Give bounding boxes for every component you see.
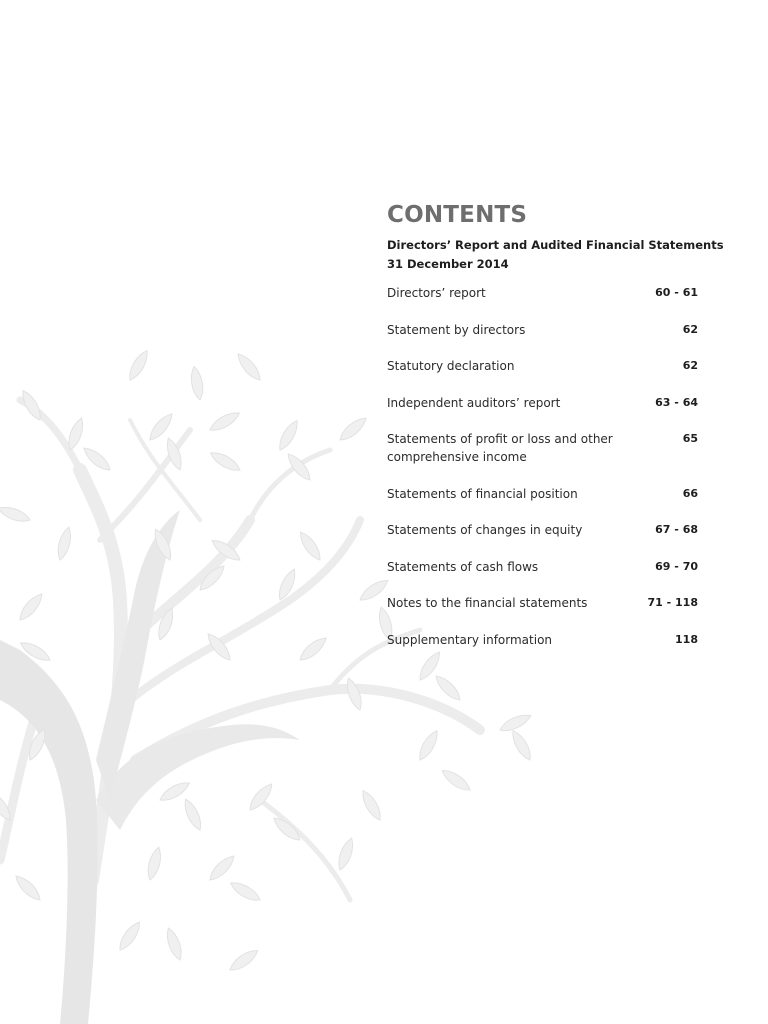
toc-entry[interactable] xyxy=(387,594,698,612)
toc-entry-title: Notes to the financial statements xyxy=(387,596,588,610)
contents-section xyxy=(387,198,724,667)
toc-entry-page: 65 xyxy=(682,432,698,445)
toc-entry[interactable] xyxy=(387,430,698,466)
toc-entry-page: 66 xyxy=(682,486,698,500)
toc-entry[interactable] xyxy=(387,631,698,649)
toc-entry[interactable] xyxy=(387,321,698,339)
toc-entry-title: Statutory declaration xyxy=(387,359,515,373)
report-title: Directors’ Report and Audited Financial Statements xyxy=(387,238,724,252)
toc-entry-title: Statement by directors xyxy=(387,322,526,337)
toc-entry-page: 69 - 70 xyxy=(655,559,698,573)
toc-entry-title: Directors’ report xyxy=(387,286,486,300)
toc-entry[interactable] xyxy=(387,485,698,503)
toc-entry-title: Statements of cash flows xyxy=(387,559,539,574)
toc-entry-page: 63 - 64 xyxy=(655,395,698,409)
toc-entry-page: 60 - 61 xyxy=(655,286,698,299)
toc-entry-page: 118 xyxy=(675,632,698,646)
toc-entry-title: Statements of changes in equity xyxy=(387,523,583,537)
toc-entry-title: Supplementary information xyxy=(387,632,553,647)
toc-entry-page: 62 xyxy=(682,359,698,372)
table-of-contents xyxy=(387,284,698,649)
toc-entry-page: 67 - 68 xyxy=(655,523,698,536)
report-subtitle xyxy=(387,236,724,274)
toc-entry[interactable] xyxy=(387,284,698,302)
page-title: CONTENTS xyxy=(387,202,528,228)
toc-entry-page: 62 xyxy=(682,322,698,336)
toc-entry-page: 71 - 118 xyxy=(647,596,698,609)
toc-entry-title: Statements of financial position xyxy=(387,486,578,501)
toc-entry[interactable] xyxy=(387,521,698,539)
toc-entry[interactable] xyxy=(387,357,698,375)
report-date: 31 December 2014 xyxy=(387,257,509,271)
toc-entry[interactable] xyxy=(387,394,698,412)
toc-entry[interactable] xyxy=(387,558,698,576)
toc-entry-title: Statements of profit or loss and other comprehensive income xyxy=(387,432,613,464)
toc-entry-title: Independent auditors’ report xyxy=(387,395,561,410)
